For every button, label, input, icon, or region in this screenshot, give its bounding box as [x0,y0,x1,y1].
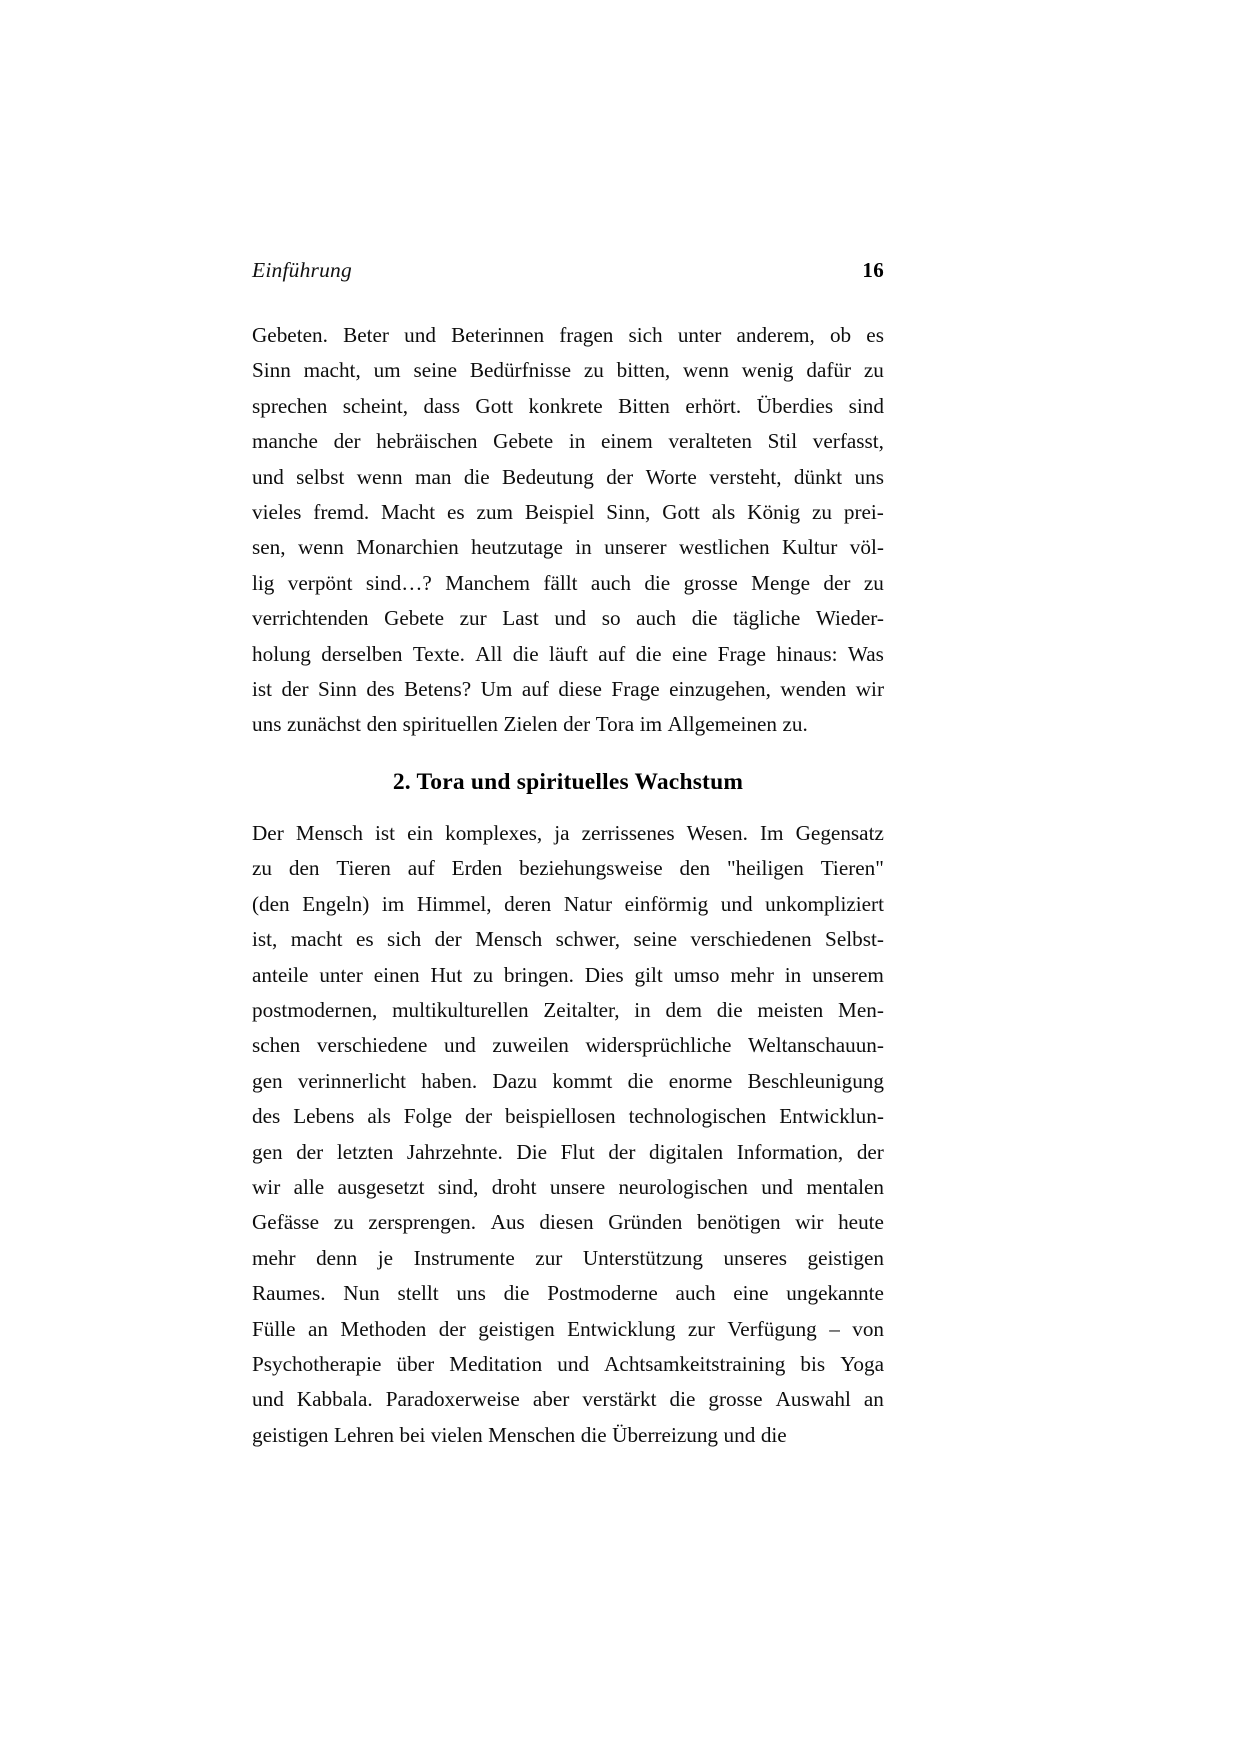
text-line: und Kabbala. Paradoxerweise aber verstärkt die grosse Auswahl an [252,1387,884,1412]
body-paragraph-one [252,318,884,743]
text-line: Der Mensch ist ein komplexes, ja zerrissenes Wesen. Im Gegensatz [252,820,884,845]
text-line: manche der hebräischen Gebete in einem veralteten Stil verfasst, [252,429,884,454]
text-line: ist der Sinn des Betens? Um auf diese Frage einzugehen, wenden wir [252,677,884,702]
text-line: (den Engeln) im Himmel, deren Natur einförmig und unkompliziert [252,891,884,916]
text-line: holung derselben Texte. All die läuft auf die eine Frage hinaus: Was [252,641,884,666]
text-line: geistigen Lehren bei vielen Menschen die Überreizung und die [252,1422,787,1447]
text-line: Gebeten. Beter und Beterinnen fragen sich unter anderem, ob es [252,323,884,347]
text-line: Raumes. Nun stellt uns die Postmoderne auch eine ungekannte [252,1281,884,1306]
running-head-title: Einführung [252,258,352,282]
text-column [252,258,884,1453]
text-line: des Lebens als Folge der beispiellosen technologischen Entwicklun- [252,1104,884,1129]
text-line: zu den Tieren auf Erden beziehungsweise den "heiligen Tieren" [252,856,884,881]
text-line: mehr denn je Instrumente zur Unterstützung unseres geistigen [252,1245,884,1270]
body-paragraph-two [252,816,884,1453]
text-line: Gefässe zu zersprengen. Aus diesen Gründen benötigen wir heute [252,1210,884,1235]
text-line: gen verinnerlicht haben. Dazu kommt die enorme Beschleunigung [252,1068,884,1093]
text-line: und selbst wenn man die Bedeutung der Worte versteht, dünkt uns [252,464,884,489]
running-head [252,258,884,292]
text-line: Fülle an Methoden der geistigen Entwicklung zur Verfügung – von [252,1316,884,1341]
page-number: 16 [862,258,884,282]
text-line: sen, wenn Monarchien heutzutage in unserer westlichen Kultur völ- [252,535,884,560]
text-line: Sinn macht, um seine Bedürfnisse zu bitten, wenn wenig dafür zu [252,358,884,383]
text-line: postmodernen, multikulturellen Zeitalter, in dem die meisten Men- [252,997,884,1022]
text-line: sprechen scheint, dass Gott konkrete Bitten erhört. Überdies sind [252,393,884,418]
text-line: uns zunächst den spirituellen Zielen der Tora im Allgemeinen zu. [252,712,808,737]
text-line: verrichtenden Gebete zur Last und so auch die tägliche Wieder- [252,606,884,631]
text-line: anteile unter einen Hut zu bringen. Dies gilt umso mehr in unserem [252,962,884,987]
text-line: wir alle ausgesetzt sind, droht unsere neurologischen und mentalen [252,1174,884,1199]
text-line: ist, macht es sich der Mensch schwer, seine verschiedenen Selbst- [252,927,884,952]
text-line: schen verschiedene und zuweilen widersprüchliche Weltanschauun- [252,1033,884,1058]
text-line: lig verpönt sind…? Manchem fällt auch die grosse Menge der zu [252,570,884,595]
text-line: gen der letzten Jahrzehnte. Die Flut der digitalen Information, der [252,1139,884,1164]
text-line: Psychotherapie über Meditation und Achtsamkeitstraining bis Yoga [252,1351,884,1376]
section-heading: 2. Tora und spirituelles Wachstum [392,768,744,795]
text-line: vieles fremd. Macht es zum Beispiel Sinn, Gott als König zu prei- [252,500,884,525]
